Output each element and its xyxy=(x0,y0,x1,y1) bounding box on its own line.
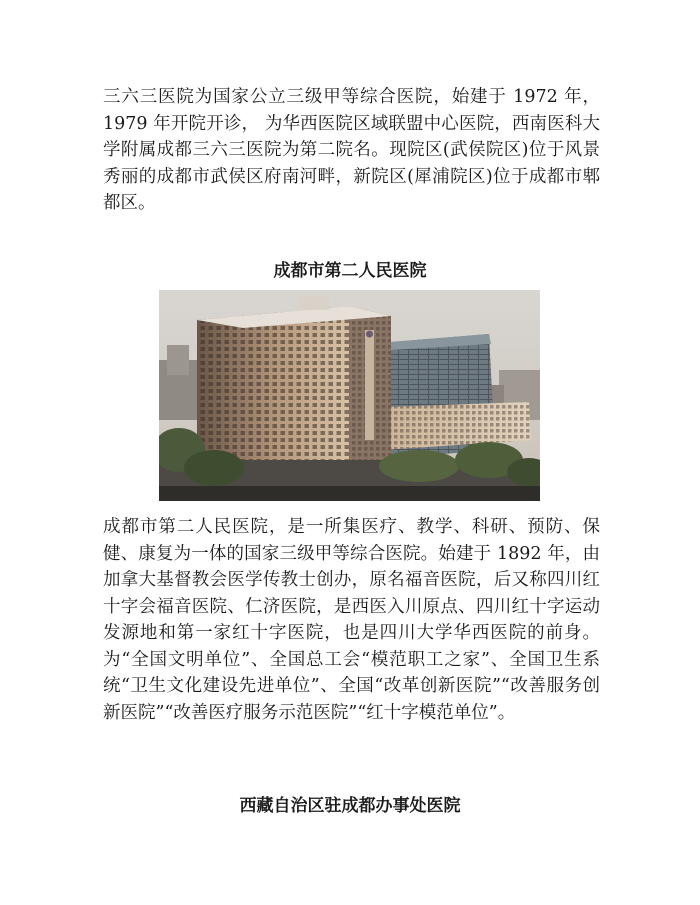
second-hospital-paragraph: 成都市第二人民医院，是一所集医疗、教学、科研、预防、保健、康复为一体的国家三级甲等综合医院。始建于 1892 年，由加拿大基督教会医学传教士创办，原名福音医院，后又称四川红十字会福音医院、仁济医院，是西医入川原点、四川红十字运动发源地和第一家红十字医院，也是四川大学华西医院的前身。为“全国文明单位”、全国总工会“模范职工之家”、全国卫生系统“卫生文化建设先进单位”、全国“改革创新医院”“改善服务创新医院”“改善医疗服务示范医院”“红十字模范单位”。 xyxy=(103,517,600,723)
intro-paragraph: 三六三医院为国家公立三级甲等综合医院，始建于 1972 年，1979 年开院开诊， 为华西医院区域联盟中心医院，西南医科大学附属成都三六三医院为第二院名。现院区(武侯院区)位于风景秀丽的成都市武侯区府南河畔，新院区(犀浦院区)位于成都市郫都区。 xyxy=(103,87,600,213)
section-heading-second-peoples-hospital: 成都市第二人民医院 xyxy=(273,261,427,281)
section-heading-tibet-office-hospital: 西藏自治区驻成都办事处医院 xyxy=(239,796,461,816)
hospital-building-photo xyxy=(159,290,540,501)
